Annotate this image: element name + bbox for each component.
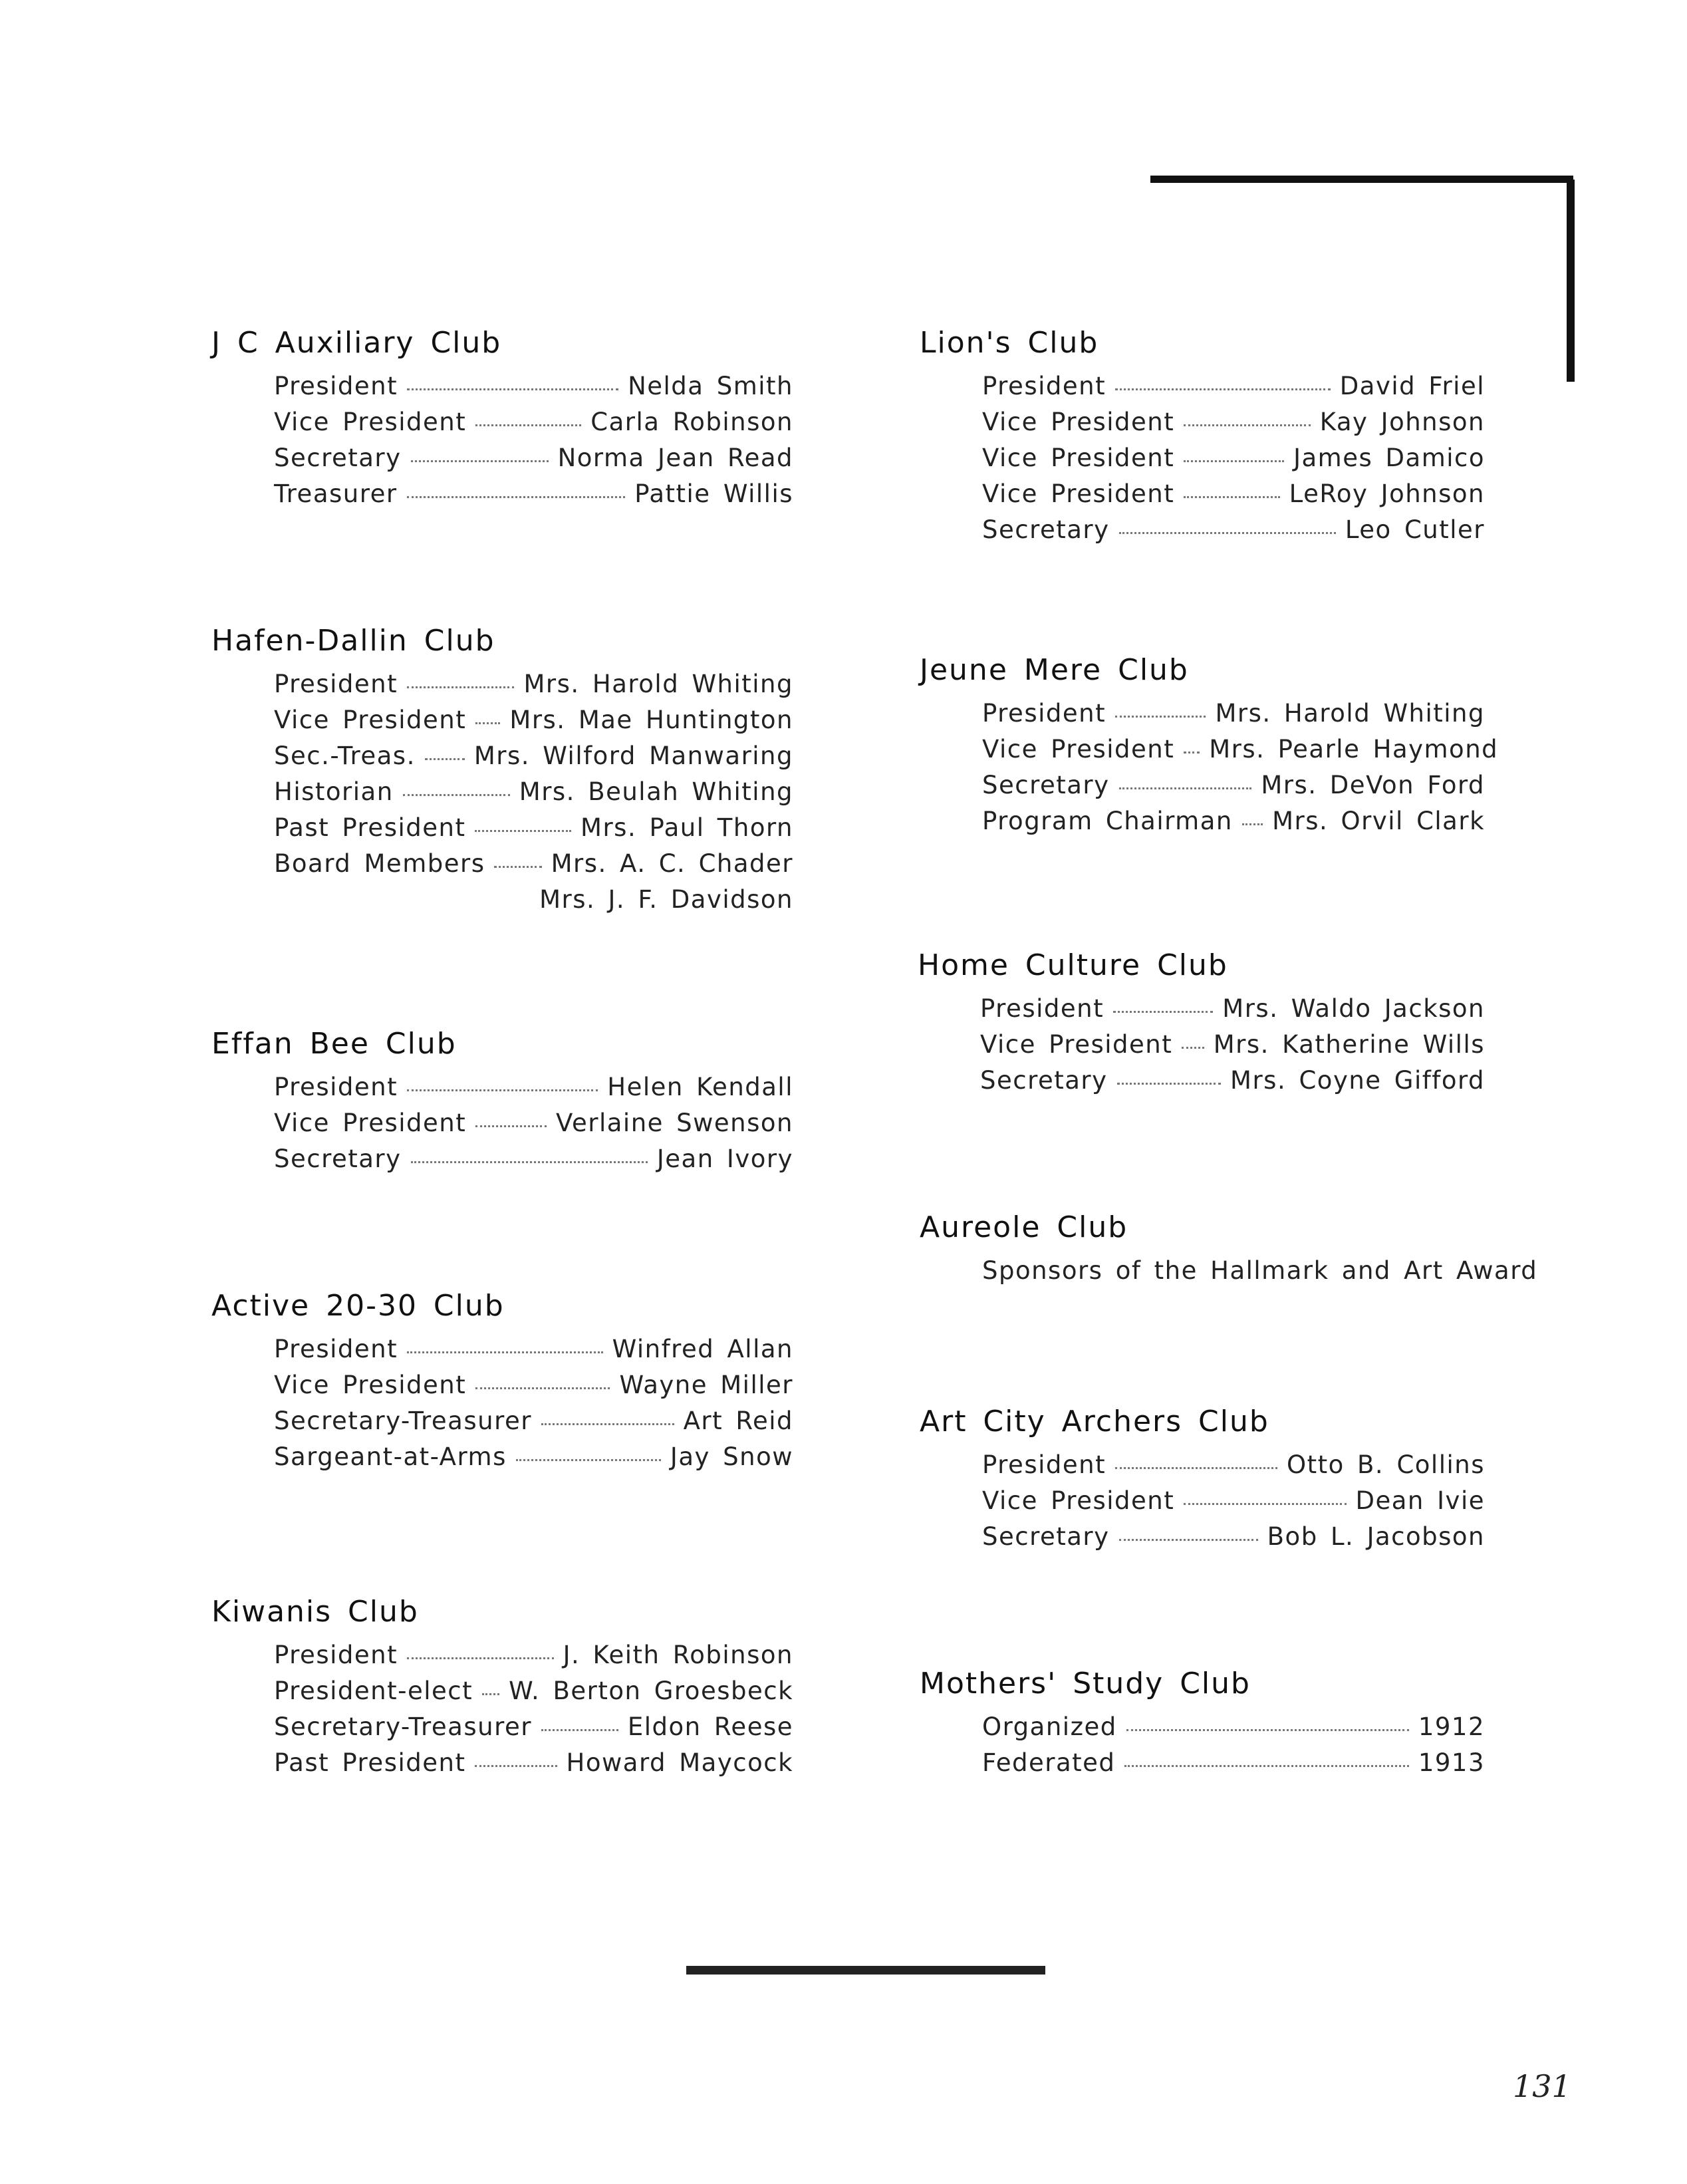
- officer-role: Past President: [274, 1748, 466, 1777]
- officer-row: [274, 849, 793, 885]
- club-jc-auxiliary: [211, 326, 793, 515]
- officer-row: [982, 1486, 1485, 1522]
- officer-name: Mrs. Katherine Wills: [1213, 1030, 1485, 1059]
- club-title: Aureole Club: [920, 1210, 1128, 1244]
- officer-name: Verlaine Swenson: [556, 1109, 793, 1137]
- dot-leader: [1126, 1728, 1409, 1731]
- officer-role: Historian: [274, 777, 394, 806]
- officer-row: [274, 706, 793, 742]
- officer-role: President: [274, 372, 398, 400]
- club-home-culture: [918, 948, 1485, 1102]
- officer-list: [274, 372, 793, 515]
- officer-role: President: [274, 670, 398, 698]
- dot-leader: [541, 1423, 674, 1425]
- officer-role: President: [982, 372, 1106, 400]
- club-title: Mothers' Study Club: [920, 1667, 1251, 1701]
- dot-leader: [516, 1458, 661, 1461]
- dot-leader: [411, 460, 549, 462]
- dot-leader: [475, 1387, 610, 1389]
- dot-leader: [475, 424, 581, 426]
- officer-name: Dean Ivie: [1355, 1486, 1485, 1515]
- officer-name: Eldon Reese: [627, 1712, 793, 1741]
- officer-name: Mrs. Waldo Jackson: [1222, 994, 1485, 1023]
- dot-leader: [1184, 495, 1279, 498]
- officer-role: Vice President: [274, 706, 467, 734]
- officer-row: [274, 1145, 793, 1180]
- sponsor-text: Sponsors of the Hallmark and Art Award: [982, 1256, 1538, 1285]
- officer-row: [274, 1442, 793, 1478]
- officer-row: [274, 479, 793, 515]
- officer-name: Jean Ivory: [656, 1145, 793, 1173]
- officer-role: Vice President: [982, 444, 1175, 472]
- corner-rule-horizontal: [1150, 176, 1573, 183]
- officer-role: Board Members: [274, 849, 485, 878]
- officer-role: President: [274, 1641, 398, 1669]
- dot-leader: [407, 1657, 554, 1659]
- dot-leader: [475, 722, 500, 724]
- officer-name: Mrs. J. F. Davidson: [539, 885, 793, 914]
- dot-leader: [1115, 1466, 1277, 1469]
- officer-name: David Friel: [1339, 372, 1485, 400]
- dot-leader: [541, 1728, 618, 1731]
- officer-name: Mrs. Pearle Haymond: [1209, 735, 1499, 763]
- officer-row: [274, 444, 793, 479]
- officer-name: Art Reid: [683, 1407, 793, 1435]
- club-kiwanis: [211, 1595, 793, 1784]
- officer-name: Pattie Willis: [634, 479, 793, 508]
- officer-row: [274, 1335, 793, 1371]
- dot-leader: [475, 1125, 547, 1127]
- officer-list: [274, 670, 793, 921]
- officer-role: Secretary: [982, 771, 1110, 799]
- officer-row: [982, 1450, 1485, 1486]
- officer-row: [274, 408, 793, 444]
- club-title: Hafen-Dallin Club: [211, 624, 495, 658]
- officer-list: [980, 994, 1485, 1102]
- dot-leader: [407, 388, 618, 390]
- dot-leader: [407, 1089, 598, 1091]
- officer-list: [274, 1641, 793, 1784]
- officer-role: Vice President: [980, 1030, 1173, 1059]
- club-title: Lion's Club: [920, 326, 1099, 360]
- officer-row: [274, 813, 793, 849]
- dot-leader: [475, 829, 571, 832]
- officer-row: [980, 1030, 1485, 1066]
- officer-name: Norma Jean Read: [557, 444, 793, 472]
- club-title: Jeune Mere Club: [920, 653, 1189, 687]
- officer-role: Vice President: [982, 408, 1175, 436]
- dot-leader: [475, 1764, 557, 1767]
- officer-row: [982, 1712, 1485, 1748]
- club-title: Effan Bee Club: [211, 1027, 457, 1061]
- dot-leader: [1115, 388, 1331, 390]
- officer-name: Kay Johnson: [1319, 408, 1485, 436]
- officer-row: [982, 771, 1485, 807]
- club-title: Active 20-30 Club: [211, 1289, 505, 1323]
- officer-name: Mrs. DeVon Ford: [1261, 771, 1485, 799]
- officer-name: Mrs. Coyne Gifford: [1230, 1066, 1485, 1095]
- bottom-rule: [686, 1966, 1045, 1975]
- officer-list: [274, 1073, 793, 1180]
- officer-name: James Damico: [1293, 444, 1485, 472]
- club-effan-bee: [211, 1027, 793, 1180]
- corner-rule-vertical: [1567, 180, 1575, 382]
- officer-row: [982, 807, 1485, 843]
- dot-leader: [1184, 751, 1200, 753]
- dot-leader: [1184, 424, 1311, 426]
- club-title: J C Auxiliary Club: [211, 326, 502, 360]
- officer-row: [274, 1371, 793, 1407]
- officer-row: [274, 1109, 793, 1145]
- officer-role: Past President: [274, 813, 466, 842]
- officer-row: [980, 1066, 1485, 1102]
- officer-row-continued: [274, 885, 793, 921]
- officer-role: President: [274, 1073, 398, 1101]
- dot-leader: [411, 1160, 648, 1163]
- officer-name: Mrs. A. C. Chader: [551, 849, 793, 878]
- officer-name: Mrs. Paul Thorn: [581, 813, 793, 842]
- officer-role: Vice President: [982, 735, 1175, 763]
- officer-row: [274, 1073, 793, 1109]
- club-mothers-study: [920, 1667, 1485, 1784]
- officer-row: [274, 1407, 793, 1442]
- officer-name: Helen Kendall: [607, 1073, 793, 1101]
- club-hafen-dallin: [211, 624, 793, 921]
- officer-name: Mrs. Mae Huntington: [509, 706, 793, 734]
- club-active-20-30: [211, 1289, 793, 1478]
- officer-role: Organized: [982, 1712, 1117, 1741]
- officer-name: J. Keith Robinson: [563, 1641, 793, 1669]
- dot-leader: [1242, 823, 1263, 825]
- officer-name: Mrs. Beulah Whiting: [519, 777, 793, 806]
- officer-list: [982, 1450, 1485, 1558]
- officer-row: [982, 444, 1485, 479]
- officer-list: [982, 1712, 1485, 1784]
- officer-name: Otto B. Collins: [1287, 1450, 1485, 1479]
- officer-role: Vice President: [274, 1109, 467, 1137]
- officer-role: President: [982, 699, 1106, 728]
- officer-row: [982, 1748, 1485, 1784]
- officer-row: [982, 408, 1485, 444]
- officer-name: Carla Robinson: [590, 408, 793, 436]
- officer-role: Secretary: [980, 1066, 1108, 1095]
- officer-role: Vice President: [982, 1486, 1175, 1515]
- officer-row: [274, 670, 793, 706]
- officer-name: Wayne Miller: [619, 1371, 793, 1399]
- dot-leader: [407, 686, 514, 688]
- officer-role: Vice President: [274, 408, 467, 436]
- dot-leader: [407, 1351, 602, 1353]
- officer-role: Program Chairman: [982, 807, 1233, 835]
- officer-list: [274, 1335, 793, 1478]
- officer-row: [982, 1522, 1485, 1558]
- officer-role: President-elect: [274, 1677, 473, 1705]
- officer-row: [274, 1712, 793, 1748]
- dot-leader: [403, 793, 510, 796]
- sponsor-line: [982, 1256, 1538, 1292]
- dot-leader: [1119, 1538, 1258, 1541]
- officer-role: Vice President: [982, 479, 1175, 508]
- dot-leader: [1182, 1046, 1204, 1049]
- dot-leader: [1124, 1764, 1408, 1767]
- officer-name: Mrs. Harold Whiting: [1215, 699, 1485, 728]
- officer-row: [274, 1748, 793, 1784]
- officer-name: Mrs. Wilford Manwaring: [473, 742, 793, 770]
- officer-name: LeRoy Johnson: [1289, 479, 1485, 508]
- officer-list: [982, 699, 1499, 843]
- officer-name: Winfred Allan: [612, 1335, 793, 1363]
- club-lions: [920, 326, 1485, 551]
- officer-role: Vice President: [274, 1371, 467, 1399]
- officer-name: Howard Maycock: [566, 1748, 793, 1777]
- club-jeune-mere: [920, 653, 1499, 843]
- officer-name: Leo Cutler: [1345, 515, 1485, 544]
- club-title: Kiwanis Club: [211, 1595, 419, 1629]
- dot-leader: [1184, 1502, 1346, 1505]
- officer-name: Bob L. Jacobson: [1267, 1522, 1485, 1551]
- dot-leader: [1113, 1010, 1213, 1013]
- officer-name: Jay Snow: [670, 1442, 793, 1471]
- officer-name: 1913: [1418, 1748, 1485, 1777]
- officer-row: [980, 994, 1485, 1030]
- officer-role: Treasurer: [274, 479, 398, 508]
- officer-role: Secretary: [982, 515, 1110, 544]
- dot-leader: [482, 1693, 499, 1695]
- officer-role: Secretary: [274, 444, 402, 472]
- club-title: Art City Archers Club: [920, 1405, 1269, 1438]
- club-art-city-archers: [920, 1405, 1485, 1558]
- officer-role: Sec.-Treas.: [274, 742, 416, 770]
- dot-leader: [407, 495, 626, 498]
- officer-name: W. Berton Groesbeck: [509, 1677, 793, 1705]
- officer-name: Nelda Smith: [628, 372, 793, 400]
- dot-leader: [425, 757, 465, 760]
- officer-row: [982, 699, 1485, 735]
- officer-list: [982, 372, 1485, 551]
- officer-role: President: [982, 1450, 1106, 1479]
- officer-role: Federated: [982, 1748, 1116, 1777]
- dot-leader: [494, 865, 541, 868]
- officer-row: [274, 372, 793, 408]
- officer-row: [982, 479, 1485, 515]
- officer-row: [274, 1641, 793, 1677]
- officer-role: Secretary: [274, 1145, 402, 1173]
- page-number: 131: [1513, 2068, 1571, 2104]
- officer-row: [274, 742, 793, 777]
- dot-leader: [1119, 787, 1252, 789]
- officer-role: Secretary: [982, 1522, 1110, 1551]
- officer-role: Sargeant-at-Arms: [274, 1442, 507, 1471]
- officer-role: President: [274, 1335, 398, 1363]
- officer-row: [982, 372, 1485, 408]
- dot-leader: [1119, 531, 1336, 534]
- officer-role: Secretary-Treasurer: [274, 1712, 532, 1741]
- club-title: Home Culture Club: [918, 948, 1228, 982]
- officer-row: [982, 515, 1485, 551]
- officer-name: 1912: [1418, 1712, 1485, 1741]
- officer-row: [982, 735, 1499, 771]
- officer-row: [274, 1677, 793, 1712]
- dot-leader: [1184, 460, 1284, 462]
- officer-name: Mrs. Orvil Clark: [1272, 807, 1485, 835]
- officer-row: [274, 777, 793, 813]
- officer-role: President: [980, 994, 1104, 1023]
- dot-leader: [1117, 1082, 1221, 1085]
- officer-name: Mrs. Harold Whiting: [523, 670, 793, 698]
- officer-role: Secretary-Treasurer: [274, 1407, 532, 1435]
- dot-leader: [1115, 715, 1206, 718]
- club-aureole: [920, 1210, 1538, 1292]
